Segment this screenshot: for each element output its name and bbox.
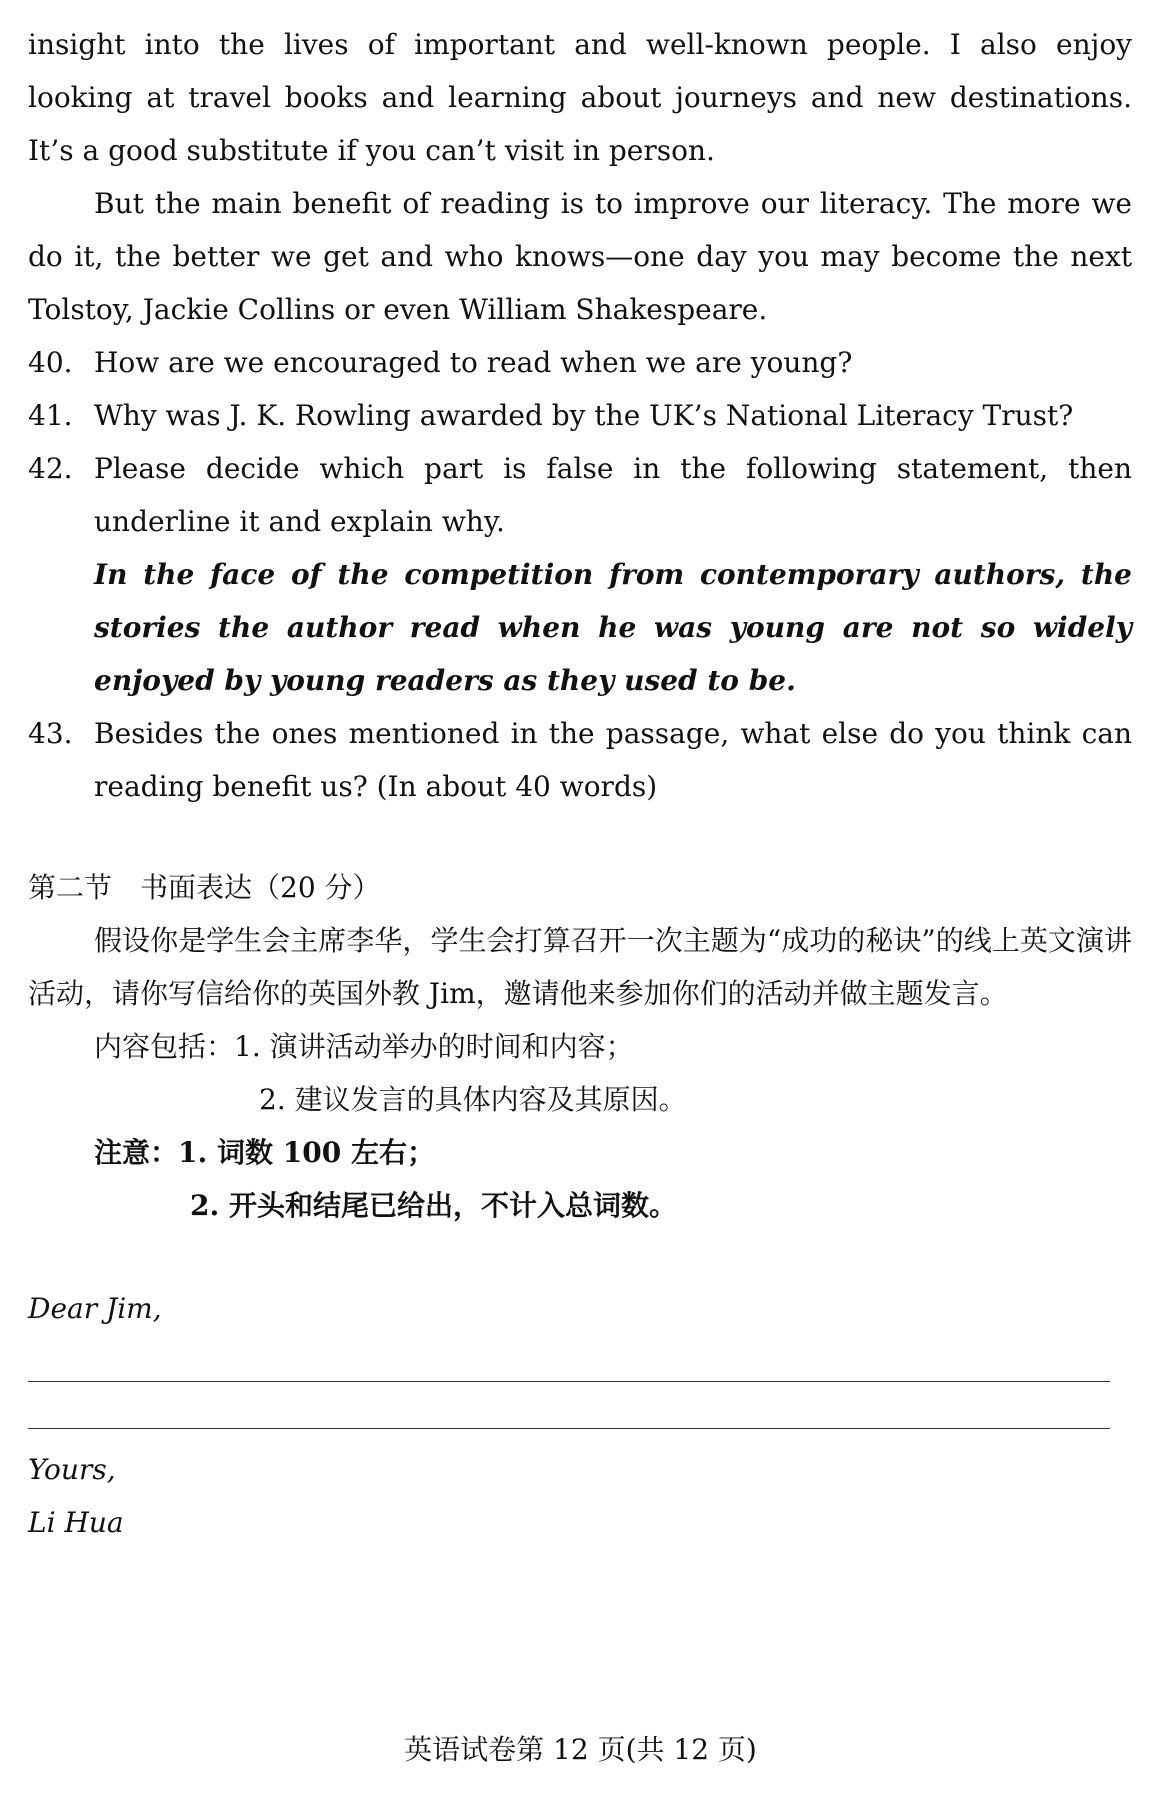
notes [28,1126,1132,1179]
letter-signature: Li Hua [28,1506,124,1539]
section-title: 第二节 书面表达（20 分） [28,871,381,904]
false-statement: In the face of the competition from contemporary authors, the stories the author read when he was young are not so widely enjoyed by young readers as they used to be. [94,558,1132,697]
writing-line[interactable] [28,1428,1110,1429]
question-43 [28,707,1132,813]
exam-page [28,18,1132,1549]
question-text: Why was J. K. Rowling awarded by the UK’s National Literacy Trust? [94,399,1074,432]
question-number: 42. [28,452,73,485]
passage-paragraph: insight into the lives of important and well-known people. I also enjoy looking at travel books and learning about journeys and new destinations. It’s a good substitute if you can’t visit in person. [28,28,1132,167]
question-40 [28,336,1132,389]
content-item: 2. 建议发言的具体内容及其原因。 [259,1083,687,1116]
question-number: 41. [28,399,73,432]
question-text: How are we encouraged to read when we are young? [94,346,853,379]
content-label: 内容包括： [94,1030,235,1063]
note-label: 注意： [94,1136,179,1169]
question-text: Please decide which part is false in the following statement, then underline it and explain why. [94,452,1132,538]
content-item: 1. 演讲活动举办的时间和内容； [234,1030,634,1063]
question-number: 43. [28,717,73,750]
note-item: 1. 词数 100 左右； [178,1136,435,1169]
writing-prompt: 假设你是学生会主席李华，学生会打算召开一次主题为“成功的秘诀”的线上英文演讲活动，请你写信给你的英国外教 Jim，邀请他来参加你们的活动并做主题发言。 [28,924,1132,1010]
note-item: 2. 开头和结尾已给出，不计入总词数。 [190,1189,677,1222]
question-41 [28,389,1132,442]
content-requirements [28,1020,1132,1073]
question-number: 40. [28,346,73,379]
question-text: Besides the ones mentioned in the passage, what else do you think can reading benefit us? (In about 40 words) [94,717,1132,803]
writing-line[interactable] [28,1381,1110,1382]
letter-salutation: Dear Jim, [28,1292,162,1325]
passage-paragraph: But the main benefit of reading is to improve our literacy. The more we do it, the better we get and who knows—one day you may become the next Tolstoy, Jackie Collins or even William Shakespeare. [28,187,1132,326]
letter-closing: Yours, [28,1453,116,1486]
page-footer: 英语试卷第 12 页(共 12 页) [404,1733,757,1766]
question-42 [28,442,1132,548]
